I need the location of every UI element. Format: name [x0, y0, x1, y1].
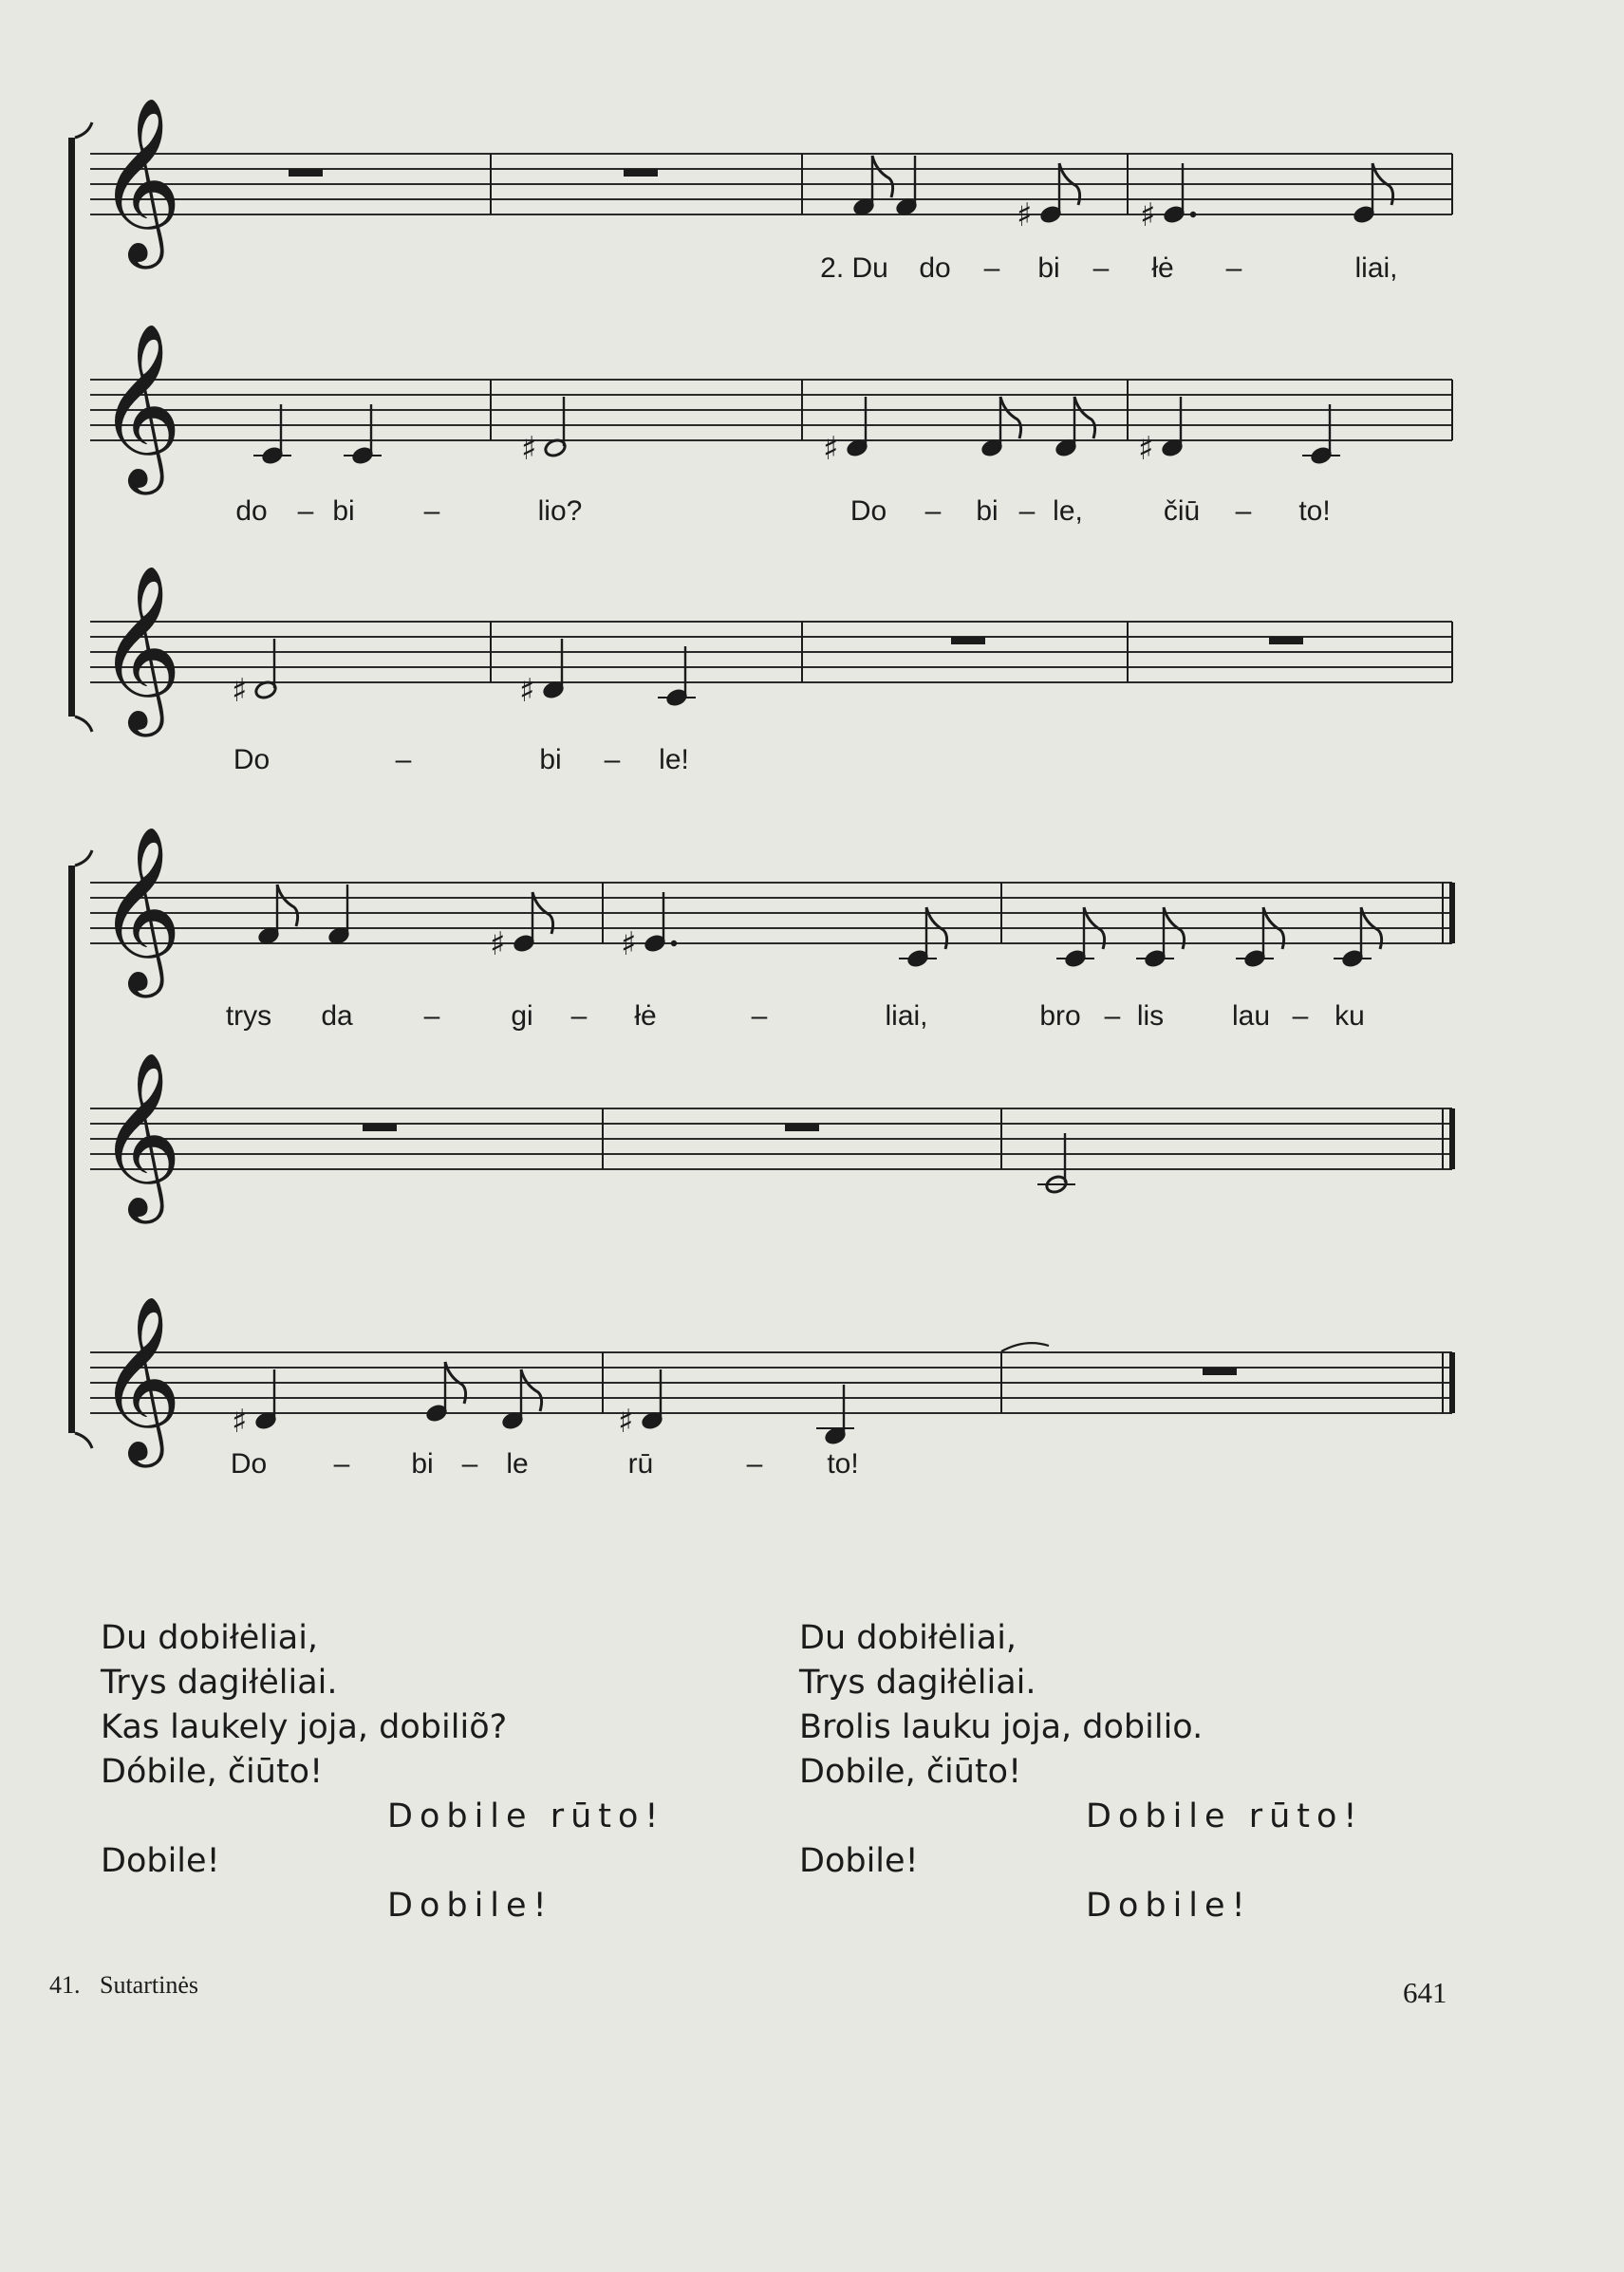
- verse-line: Kas laukely joja, dobiliõ?: [101, 1708, 508, 1746]
- lyric-syllable: –: [1092, 252, 1110, 284]
- lyric-syllable: to!: [1298, 495, 1331, 527]
- lyric-syllable: bi: [411, 1448, 434, 1480]
- footer-chapter: [49, 1971, 198, 2000]
- lyric-syllable: da: [321, 1000, 353, 1032]
- lyric-syllable: do: [919, 252, 951, 284]
- whole-rest-icon: [951, 637, 985, 644]
- verse-shout: Dobile!: [799, 1842, 919, 1880]
- lyric-syllable: bi: [976, 495, 999, 527]
- verse-line: Brolis lauku joja, dobilio.: [799, 1708, 1204, 1746]
- verse-line: Trys dagiłėliai.: [799, 1664, 1036, 1702]
- lyric-syllable: –: [570, 1000, 588, 1032]
- note-flag: [1074, 397, 1095, 438]
- lyric-syllable: –: [1235, 495, 1252, 527]
- sharp-icon: ♯: [618, 1403, 634, 1441]
- lyric-syllable: liai,: [1354, 252, 1398, 284]
- sharp-icon: ♯: [232, 1403, 248, 1441]
- sharp-icon: ♯: [1138, 430, 1154, 468]
- lyric-syllable: liai,: [885, 1000, 928, 1032]
- lyric-syllable: –: [297, 495, 314, 527]
- note-flag: [872, 156, 893, 197]
- verse-refrain: Dobile rūto!: [387, 1797, 665, 1835]
- verse-refrain: Dobile!: [387, 1887, 553, 1925]
- treble-clef-icon: 𝄞: [98, 97, 182, 262]
- lyric-syllable: rū: [627, 1448, 654, 1480]
- chapter-title: Sutartinės: [100, 1971, 198, 1999]
- note-dot: [1190, 212, 1196, 217]
- lyric-syllable: –: [461, 1448, 478, 1480]
- lyric-syllable: –: [1225, 252, 1242, 284]
- whole-rest-icon: [1203, 1368, 1237, 1375]
- lyric-syllable: ku: [1335, 1000, 1365, 1032]
- whole-rest-icon: [1269, 637, 1303, 644]
- whole-rest-icon: [624, 169, 658, 177]
- sharp-icon: ♯: [519, 672, 535, 710]
- lyric-syllable: gi: [511, 1000, 533, 1032]
- lyric-syllable: bi: [332, 495, 355, 527]
- verse-refrain: Dobile rūto!: [1086, 1797, 1364, 1835]
- bracket-hook-bottom: [75, 717, 92, 732]
- verse-line: Du dobiłėliai,: [799, 1619, 1017, 1657]
- note-flag: [277, 885, 298, 926]
- treble-clef-icon: 𝄞: [98, 1295, 182, 1461]
- verse-refrain: Dobile!: [1086, 1887, 1252, 1925]
- verse-right: [799, 1616, 1426, 1928]
- lyric-syllable: łė: [1151, 252, 1174, 284]
- system-bracket: [68, 138, 75, 717]
- chapter-number: 41.: [49, 1971, 81, 1999]
- treble-clef-icon: 𝄞: [98, 323, 182, 488]
- treble-clef-icon: 𝄞: [98, 565, 182, 730]
- treble-clef-icon: 𝄞: [98, 1052, 182, 1217]
- lyric-syllable: –: [983, 252, 1000, 284]
- lyric-syllable: lis: [1136, 1000, 1165, 1032]
- sharp-icon: ♯: [621, 925, 637, 963]
- lyric-syllable: łė: [634, 1000, 657, 1032]
- lyric-syllable: do: [235, 495, 268, 527]
- verse-line: Dobile, čiūto!: [799, 1753, 1022, 1791]
- lyric-syllable: –: [924, 495, 942, 527]
- lyric-syllable: to!: [827, 1448, 859, 1480]
- lyric-syllable: lau: [1231, 1000, 1271, 1032]
- sharp-icon: ♯: [521, 430, 537, 468]
- lyric-syllable: 2. Du: [820, 252, 888, 284]
- lyric-syllable: le,: [1053, 495, 1083, 527]
- lyric-syllable: Do: [849, 495, 887, 527]
- lyric-syllable: lio?: [537, 495, 583, 527]
- lyric-syllable: –: [746, 1448, 763, 1480]
- bracket-hook-bottom: [75, 1433, 92, 1448]
- note-flag: [1000, 397, 1021, 438]
- lyric-syllable: –: [751, 1000, 768, 1032]
- whole-rest-icon: [289, 169, 323, 177]
- lyric-syllable: le!: [659, 744, 689, 775]
- verse-line: Trys dagiłėliai.: [101, 1664, 338, 1702]
- bracket-hook-top: [75, 850, 92, 866]
- verse-line: Dóbile, čiūto!: [101, 1753, 324, 1791]
- lyric-syllable: –: [333, 1448, 350, 1480]
- lyric-syllable: bi: [1037, 252, 1060, 284]
- lyric-syllable: –: [604, 744, 621, 775]
- lyric-syllable: trys: [225, 1000, 272, 1032]
- sharp-icon: ♯: [1140, 196, 1156, 234]
- lyric-syllable: –: [1104, 1000, 1121, 1032]
- tie: [1001, 1343, 1049, 1351]
- lyric-syllable: bro: [1039, 1000, 1081, 1032]
- lyric-syllable: čiū: [1163, 495, 1201, 527]
- verse-line: Du dobiłėliai,: [101, 1619, 319, 1657]
- lyric-syllable: –: [423, 1000, 440, 1032]
- verse-shout: Dobile!: [101, 1842, 220, 1880]
- whole-rest-icon: [785, 1124, 819, 1131]
- lyric-syllable: –: [423, 495, 440, 527]
- note-flag: [521, 1369, 542, 1411]
- bracket-hook-top: [75, 122, 92, 138]
- sharp-icon: ♯: [1017, 196, 1033, 234]
- sharp-icon: ♯: [490, 925, 506, 963]
- lyric-syllable: –: [1018, 495, 1036, 527]
- page-number: 641: [1403, 1976, 1447, 2009]
- lyric-syllable: –: [1292, 1000, 1309, 1032]
- lyric-syllable: bi: [539, 744, 562, 775]
- treble-clef-icon: 𝄞: [98, 826, 182, 991]
- system-bracket: [68, 866, 75, 1433]
- whole-rest-icon: [363, 1124, 397, 1131]
- note-dot: [671, 940, 677, 946]
- lyric-syllable: –: [395, 744, 412, 775]
- verse-left: [101, 1616, 727, 1928]
- sharp-icon: ♯: [823, 430, 839, 468]
- lyric-syllable: le: [506, 1448, 529, 1480]
- lyric-syllable: Do: [230, 1448, 268, 1480]
- sharp-icon: ♯: [232, 672, 248, 710]
- lyric-syllable: Do: [233, 744, 271, 775]
